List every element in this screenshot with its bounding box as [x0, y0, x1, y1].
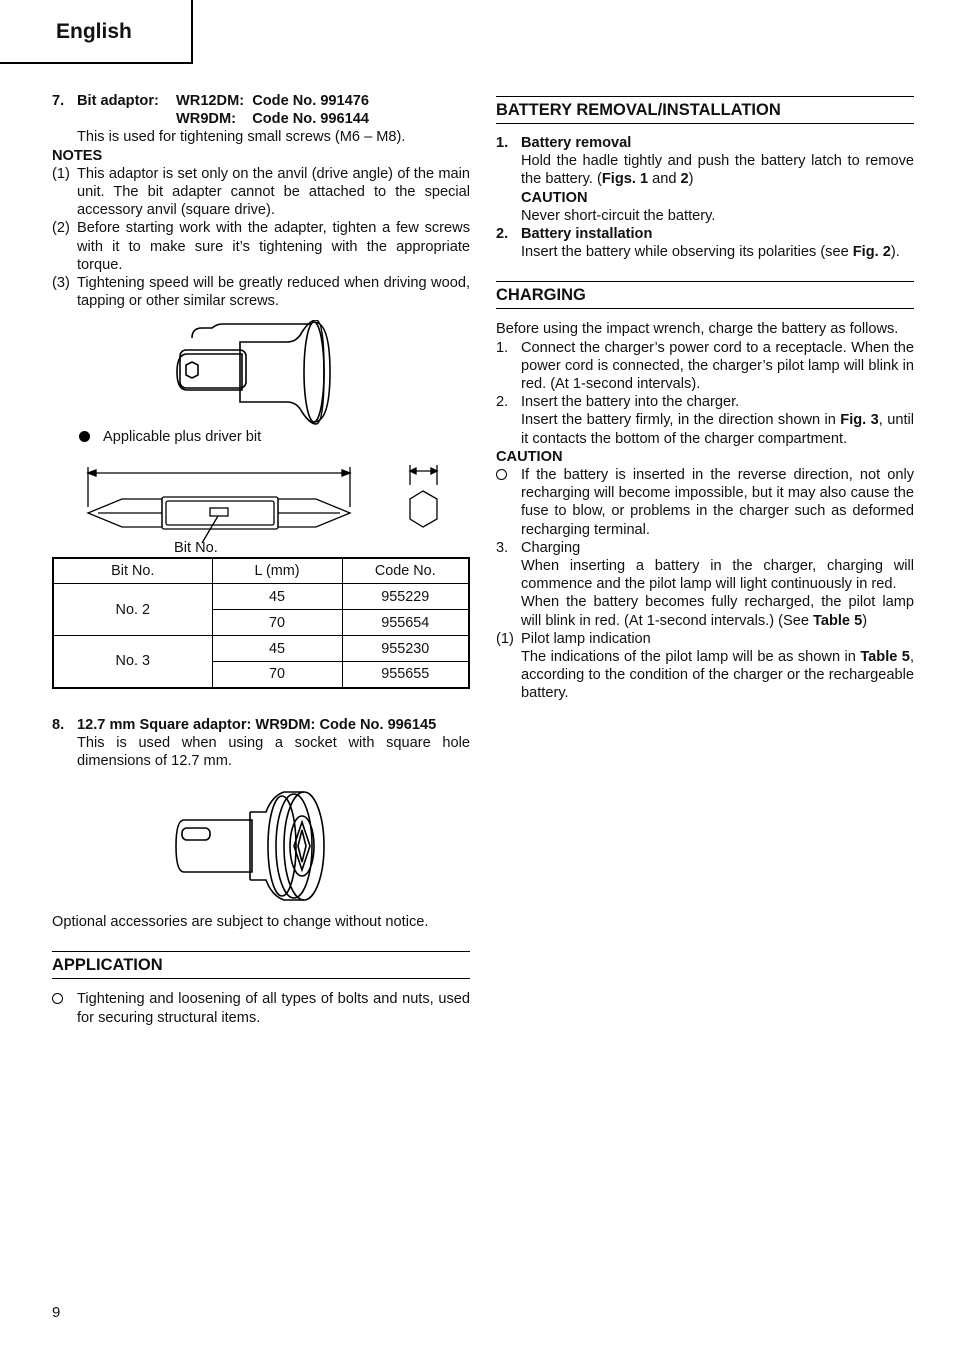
note-2: (2) Before starting work with the adapter, tighten a few screws with it to make sure it’s tightening with the appropriate torque. — [52, 220, 470, 273]
table-cell: 955655 — [342, 662, 469, 688]
square-adaptor-title: 12.7 mm Square adaptor: WR9DM: Code No. 996145 — [77, 716, 437, 733]
bullet-circle-icon — [496, 469, 507, 480]
note-1: (1) This adaptor is set only on the anvil (drive angle) of the main unit. The bit adapter cannot be attached to the special accessory anvil (square drive). — [52, 165, 470, 219]
charging-step-2: 2. Insert the battery into the charger. — [496, 394, 740, 411]
table-cell: No. 2 — [53, 584, 212, 636]
battery-removal-text: Hold the hadle tightly and push the battery latch to remove the battery. (Figs. 1 and 2) — [521, 153, 914, 188]
square-adaptor-illustration — [52, 790, 470, 902]
table-cell: No. 3 — [53, 636, 212, 688]
battery-caution-title: CAUTION — [521, 189, 588, 206]
battery-installation-text: Insert the battery while observing its polarities (see Fig. 2). — [521, 244, 900, 261]
battery-installation-title: Battery installation — [521, 226, 653, 243]
bullet-circle-icon — [52, 993, 63, 1004]
notes-title: NOTES — [52, 147, 103, 164]
table-cell: 70 — [212, 610, 342, 636]
charging-step-3: 3. Charging — [496, 539, 581, 556]
applicable-bit: Applicable plus driver bit — [79, 428, 470, 446]
battery-removal: 1. Battery removal Hold the hadle tightly and push the battery latch to remove the battery. (Figs. 1 and 2) CAUTION Never short-circuit the battery. — [496, 135, 914, 224]
charging-step-2-text: Insert the battery firmly, in the direction shown in Fig. 3, until it contacts the bottom of the charger compartment. — [521, 412, 914, 447]
table-cell: 70 — [212, 662, 342, 688]
square-adaptor-desc: This is used when using a socket with square hole dimensions of 12.7 mm. — [77, 734, 470, 770]
item-7-bit-adaptor: 7. Bit adaptor: WR12DM: Code No. 991476 WR9DM: Code No. 996144 This is used for tightening small screws (M6 – M8). — [52, 92, 470, 147]
bit-adaptor-code-2: WR9DM: Code No. 996144 — [176, 111, 370, 128]
bit-no-label: Bit No. — [174, 539, 218, 556]
battery-heading: BATTERY REMOVAL/INSTALLATION — [496, 96, 914, 124]
table-row — [53, 584, 469, 610]
page-number: 9 — [52, 1304, 61, 1321]
language-label: English — [56, 20, 132, 43]
application-item: Tightening and loosening of all types of bolts and nuts, used for securing structural items. — [52, 990, 470, 1026]
table-cell: 45 — [212, 584, 342, 610]
battery-installation: 2. Battery installation Insert the battery while observing its polarities (see Fig. 2). — [496, 225, 914, 261]
table-cell: 955230 — [342, 636, 469, 662]
charging-step-3-text-2: When the battery becomes fully recharged, the pilot lamp will blink in red. (At 1-second intervals.) (See Table 5) — [521, 594, 914, 629]
right-column — [496, 96, 914, 703]
table-row — [53, 636, 469, 662]
pilot-lamp-indication: (1) Pilot lamp indication — [496, 630, 651, 647]
charging-caution-title: CAUTION — [496, 448, 563, 465]
table-cell: 955654 — [342, 610, 469, 636]
application-heading: APPLICATION — [52, 951, 470, 979]
language-tab — [0, 0, 193, 64]
left-column — [52, 92, 470, 1027]
bit-adaptor-desc: This is used for tightening small screws (M6 – M8). — [77, 129, 406, 146]
charging-heading: CHARGING — [496, 281, 914, 309]
bit-adaptor-label: Bit adaptor: — [77, 93, 159, 109]
bit-adaptor-code-1: WR12DM: Code No. 991476 — [176, 93, 370, 109]
note-3: (3) Tightening speed will be greatly reduced when driving wood, tapping or other similar screws. — [52, 275, 470, 310]
battery-caution-text: Never short-circuit the battery. — [521, 207, 716, 224]
bit-adaptor-illustration — [52, 320, 470, 426]
charging-intro: Before using the impact wrench, charge the battery as follows. — [496, 321, 899, 338]
table-cell: 45 — [212, 636, 342, 662]
charging-step-3-text-1: When inserting a battery in the charger, charging will commence and the pilot lamp will light continuously in red. — [521, 558, 914, 593]
bullet-dot-icon — [79, 431, 90, 442]
charging-step-1: 1. Connect the charger’s power cord to a receptacle. When the power cord is connected, the charger’s pilot lamp will blink in red. (At 1-second intervals). — [496, 339, 914, 393]
table-header: L (mm) — [212, 558, 342, 584]
table-header: Bit No. — [53, 558, 212, 584]
table-cell: 955229 — [342, 584, 469, 610]
battery-removal-title: Battery removal — [521, 135, 632, 151]
item-8-square-adaptor: 8. 12.7 mm Square adaptor: WR9DM: Code No. 996145 This is used when using a socket with square hole dimensions of 12.7 mm. — [52, 716, 470, 770]
table-header-row — [53, 558, 469, 584]
plus-driver-bit-illustration — [52, 461, 470, 556]
pilot-lamp-text: The indications of the pilot lamp will be as shown in Table 5, according to the condition of the charger or the rechargeable battery. — [521, 649, 914, 702]
table-header: Code No. — [342, 558, 469, 584]
charging-caution-item: If the battery is inserted in the reverse direction, not only recharging will become impossible, but it may also cause the fuse to blow, or problems in the charger such as deformed recharging terminal. — [496, 466, 914, 539]
optional-accessories-note: Optional accessories are subject to change without notice. — [52, 914, 429, 931]
bit-code-table — [52, 557, 470, 689]
